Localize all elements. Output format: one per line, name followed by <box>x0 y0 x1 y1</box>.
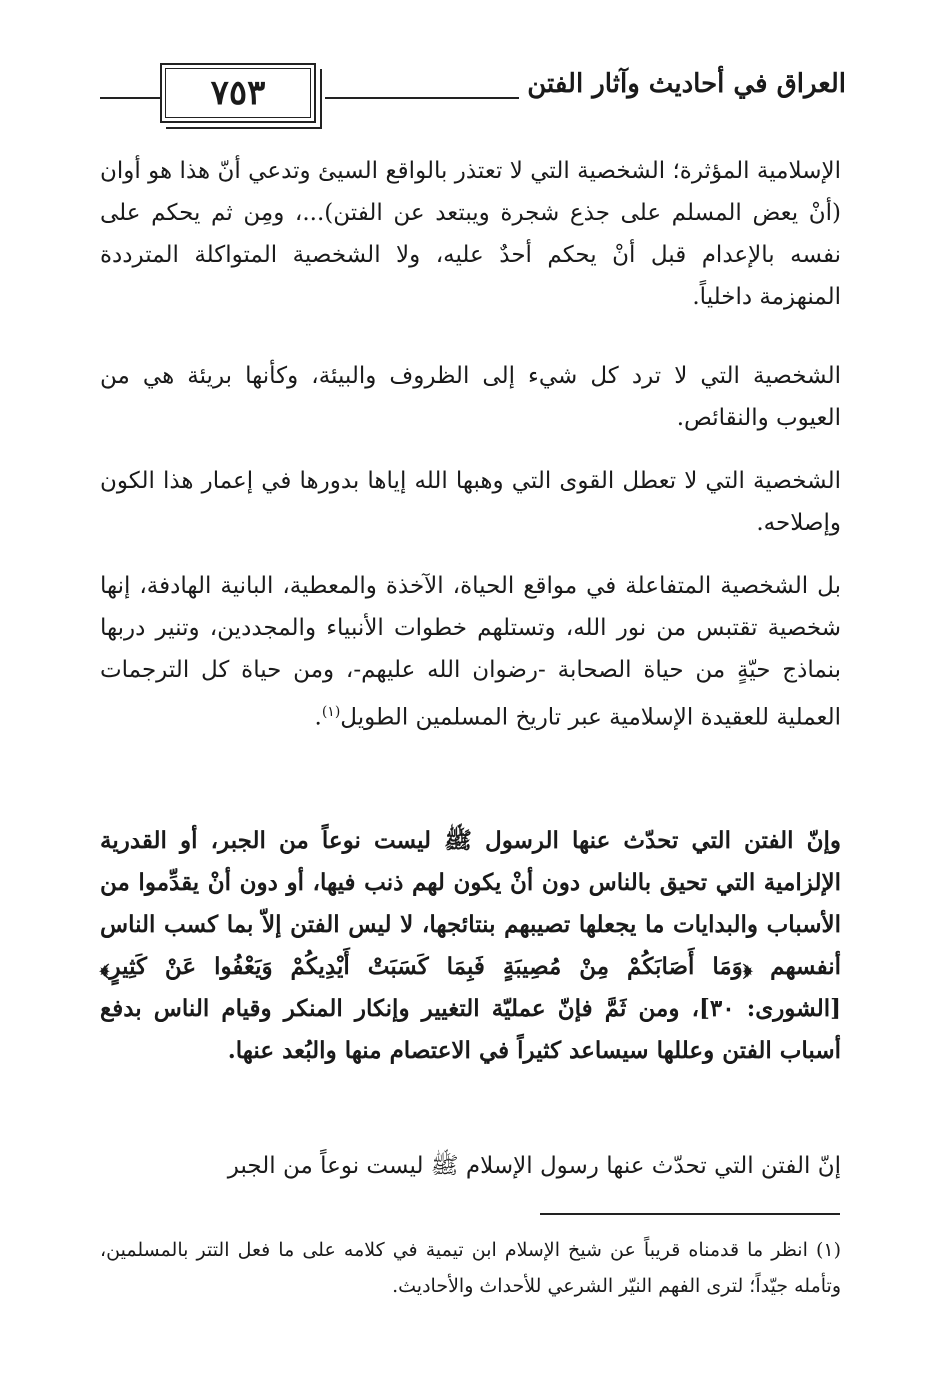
header-rule-left <box>100 97 160 99</box>
paragraph-6: إنّ الفتن التي تحدّث عنها رسول الإسلام ﷺ ليست نوعاً من الجبر <box>227 1153 841 1179</box>
paragraph-2: الشخصية التي لا ترد كل شيء إلى الظروف والبيئة، وكأنها بريئة هي من العيوب والنقائص. <box>100 363 841 431</box>
footnote-marker: (١) <box>321 704 341 720</box>
book-title: العراق في أحاديث وآثار الفتن <box>519 55 846 103</box>
paragraph-5: وإنّ الفتن التي تحدّث عنها الرسول ﷺ ليست نوعاً من الجبر، أو القدرية الإلزامية التي تحيق بالناس دون أنْ يكون لهم ذنب فيها، أو دون أنْ يقدِّموا من الأسباب والبدايات ما يجعلها تصيبهم بنتائجها، لا ليس الفتن إلاّ بما كسب الناس أنفسهم ﴿وَمَا أَصَابَكُمْ مِنْ مُصِيبَةٍ فَبِمَا كَسَبَتْ أَيْدِيكُمْ وَيَعْفُوا عَنْ كَثِيرٍ﴾ [الشورى: ٣٠]، ومن ثَمَّ فإنّ عمليّة التغيير وإنكار المنكر وقيام الناس بدفع أسباب الفتن وعللها سيساعد كثيراً في الاعتصام منها والبُعد عنها. <box>100 827 841 1064</box>
paragraph-3: الشخصية التي لا تعطل القوى التي وهبها الله إياها بدورها في إعمار هذا الكون وإصلاحه. <box>100 468 841 536</box>
paragraph-4-text: بل الشخصية المتفاعلة في مواقع الحياة، الآخذة والمعطية، البانية الهادفة، إنها شخصية تقتبس من نور الله، وتستلهم خطوات الأنبياء والمجددين، وتنير دربها بنماذج حيّةٍ من حياة الصحابة -رضوان الله عليهم-، ومن حياة كل الترجمات العملية للعقيدة الإسلامية عبر تاريخ المسلمين الطويل <box>100 573 841 731</box>
page-header <box>100 55 846 125</box>
footnote-separator <box>540 1213 840 1215</box>
footnote: (١) انظر ما قدمناه قريباً عن شيخ الإسلام ابن تيمية في كلامه على ما فعل التتر بالمسلمين، وتأمله جيّداً؛ لترى الفهم النيّر الشرعي للأحداث والأحاديث. <box>100 1239 841 1297</box>
paragraph-1: الإسلامية المؤثرة؛ الشخصية التي لا تعتذر بالواقع السيئ وتدعي أنّ هذا هو أوان (أنْ يعض المسلم على جذع شجرة ويبتعد عن الفتن)...، ومِن ثم يحكم على نفسه بالإعدام قبل أنْ يحكم أحدٌ عليه، ولا الشخصية المتواكلة المترددة المنهزمة داخلياً. <box>100 158 841 310</box>
paragraph-4: بل الشخصية المتفاعلة في مواقع الحياة، الآخذة والمعطية، البانية الهادفة، إنها شخصية تقتبس من نور الله، وتستلهم خطوات الأنبياء والمجددين، وتنير دربها بنماذج حيّةٍ من حياة الصحابة -رضوان الله عليهم-، ومن حياة كل الترجمات العملية للعقيدة الإسلامية عبر تاريخ المسلمين الطويل$^{(١)}$. <box>100 573 841 731</box>
page-number: ٧٥٣ <box>210 73 266 113</box>
